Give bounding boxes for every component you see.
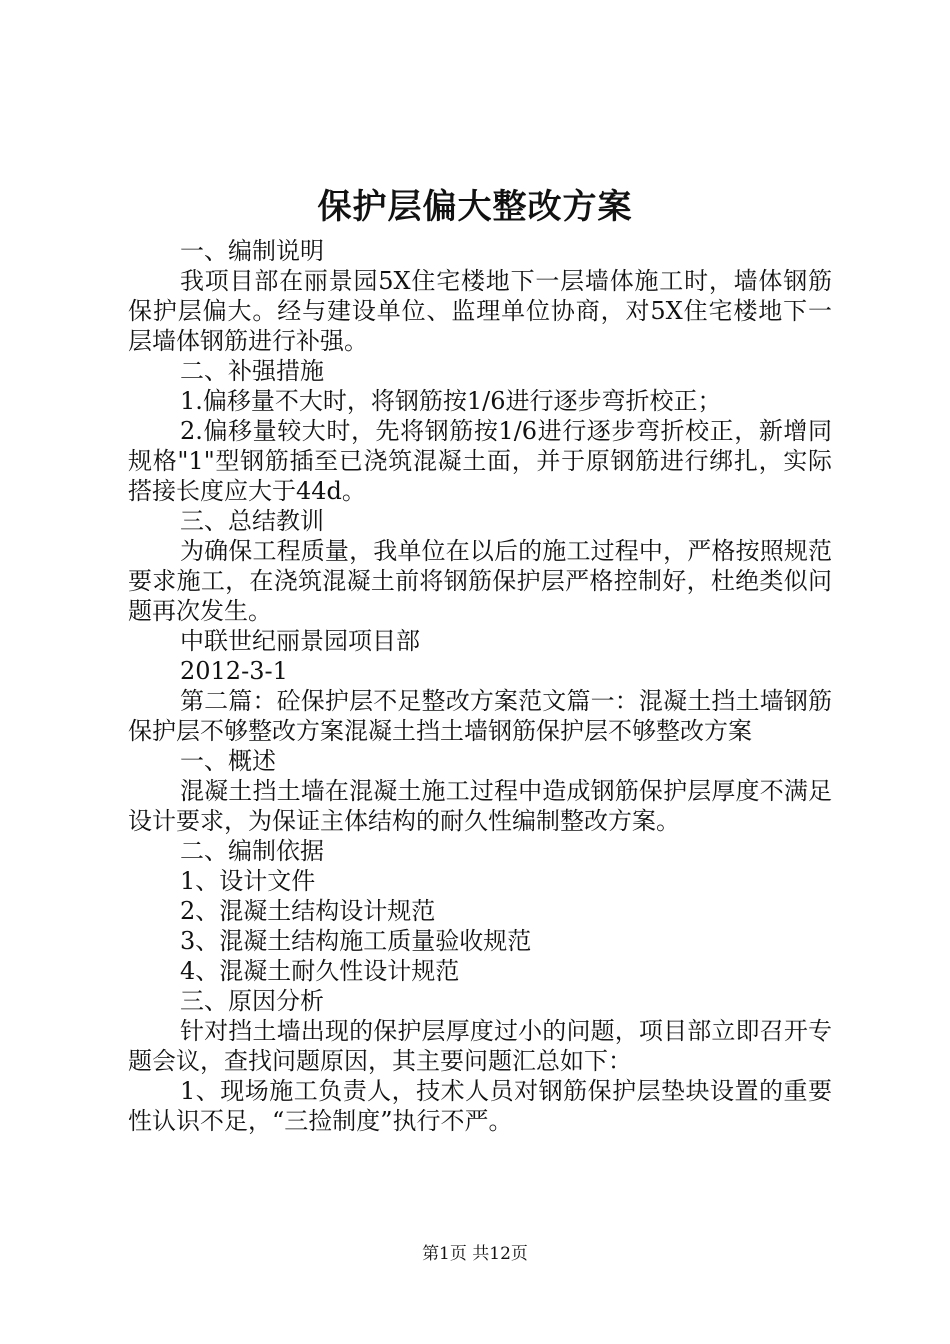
paragraph-cause: 针对挡土墙出现的保护层厚度过小的问题，项目部立即召开专题会议，查找问题原因，其主要问题汇总如下： (128, 1017, 832, 1075)
section-heading-compilation: 一、编制说明 (180, 237, 324, 265)
list-item-basis-1: 1、设计文件 (180, 867, 316, 895)
document-title: 保护层偏大整改方案 (317, 187, 633, 227)
signature-department: 中联世纪丽景园项目部 (180, 627, 420, 655)
paragraph-second-article: 第二篇：砼保护层不足整改方案范文篇一：混凝土挡土墙钢筋保护层不够整改方案混凝土挡土墙钢筋保护层不够整改方案 (128, 687, 832, 745)
paragraph-description: 我项目部在丽景园5X住宅楼地下一层墙体施工时，墙体钢筋保护层偏大。经与建设单位、监理单位协商，对5X住宅楼地下一层墙体钢筋进行补强。 (128, 267, 832, 355)
list-item-measure-1: 1.偏移量不大时，将钢筋按1/6进行逐步弯折校正； (180, 387, 722, 415)
page-number-footer: 第1页 共12页 (422, 1244, 528, 1264)
paragraph-overview: 混凝土挡土墙在混凝土施工过程中造成钢筋保护层厚度不满足设计要求，为保证主体结构的耐久性编制整改方案。 (128, 777, 832, 835)
section-heading-reinforcement: 二、补强措施 (180, 357, 324, 385)
list-item-cause-1: 1、现场施工负责人，技术人员对钢筋保护层垫块设置的重要性认识不足，“三捡制度”执行不严。 (128, 1077, 832, 1135)
paragraph-lessons: 为确保工程质量，我单位在以后的施工过程中，严格按照规范要求施工，在浇筑混凝土前将钢筋保护层严格控制好，杜绝类似问题再次发生。 (128, 537, 832, 625)
signature-date: 2012-3-1 (180, 657, 288, 685)
list-item-basis-2: 2、混凝土结构设计规范 (180, 897, 436, 925)
section-heading-overview: 一、概述 (180, 747, 276, 775)
section-heading-lessons: 三、总结教训 (180, 507, 324, 535)
section-heading-cause: 三、原因分析 (180, 987, 324, 1015)
document-body (128, 236, 832, 1136)
section-heading-basis: 二、编制依据 (180, 837, 324, 865)
list-item-basis-3: 3、混凝土结构施工质量验收规范 (180, 927, 532, 955)
list-item-basis-4: 4、混凝土耐久性设计规范 (180, 957, 460, 985)
list-item-measure-2: 2.偏移量较大时，先将钢筋按1/6进行逐步弯折校正，新增同规格"1"型钢筋插至已浇筑混凝土面，并于原钢筋进行绑扎，实际搭接长度应大于44d。 (128, 417, 832, 505)
